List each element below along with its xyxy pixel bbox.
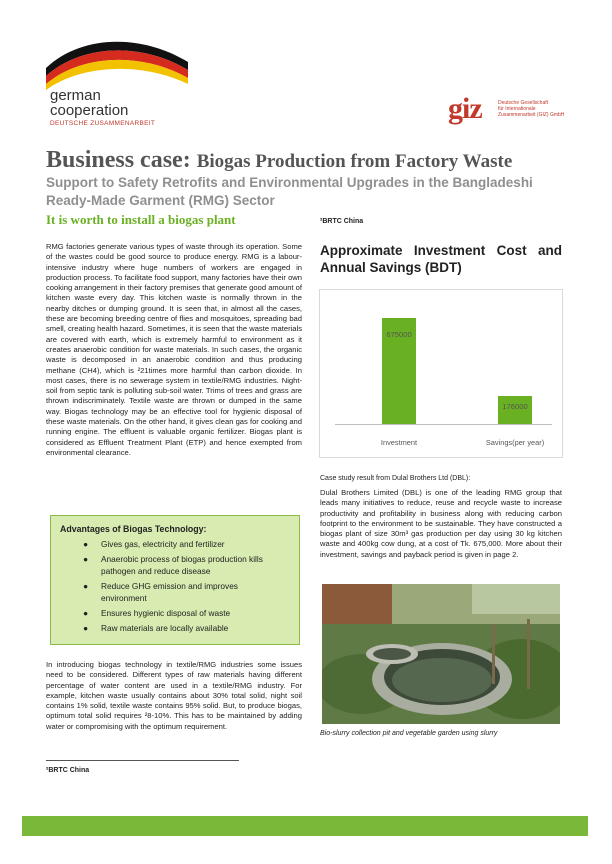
footnote-divider <box>46 760 239 761</box>
subtitle-line1: Support to Safety Retrofits and Environmental Upgrades in the Bangladeshi <box>46 175 533 190</box>
title-rest: Biogas Production from Factory Waste <box>196 151 513 172</box>
left-heading: It is worth to install a biogas plant <box>46 212 236 227</box>
bar-value-label: 176000 <box>502 402 528 411</box>
bar-chart <box>319 289 563 458</box>
list-item: ● Raw materials are locally available <box>83 623 229 633</box>
biogas-pit-photo <box>322 584 560 724</box>
x-tick-label: Savings(per year) <box>485 438 545 447</box>
german-cooperation-logo <box>42 40 192 135</box>
subtitle <box>46 174 586 210</box>
list-item: ● Gives gas, electricity and fertilizer <box>83 539 225 549</box>
chart-heading: Approximate Investment Cost and Annual Savings (BDT) <box>320 243 562 275</box>
chart-baseline <box>335 424 552 425</box>
giz-text-line1: Deutsche Gesellschaft <box>498 100 549 106</box>
giz-text-line2: für Internationale <box>498 106 536 112</box>
page-title <box>46 138 512 175</box>
list-item: ● Reduce GHG emission and improves environment <box>83 581 238 603</box>
issues-paragraph: In introducing biogas technology in textile/RMG industries some issues need to be considered. Different types of raw materials having different percentage of water content are used in a textile/RMG industry. For example, kitchen waste usually contains about 30% total solid, night soil contains 1% solid, textile waste contains 95% solid. But, to produce biogas, optimum total solid requires ²8-10%. This has to be maintained by adding water or compromising with the optimum requirement. <box>46 660 302 731</box>
case-study-text: Dulal Brothers Limited (DBL) is one of the leading RMG group that leads many initiatives to reduce, reuse and recycle waste to increase productivity and profitability in business along with reducing carbon footprint to the environment to be sustainable. They have constructed a biogas plant of size 30m³ gas production per day using 30 kg kitchen waste and 400kg cow dung, at a cost of Tk. 675,000. More about their investment, savings and payback period is given in page 2. <box>320 488 562 559</box>
logo-gc-line3: DEUTSCHE ZUSAMMENARBEIT <box>50 120 156 127</box>
advantages-heading: Advantages of Biogas Technology: <box>60 524 207 534</box>
left-footnote: ²BRTC China <box>46 767 90 774</box>
subtitle-line2: Ready-Made Garment (RMG) Sector <box>46 193 275 208</box>
title-main: Business case: <box>46 147 197 173</box>
logo-gc-line2: cooperation <box>50 102 129 119</box>
list-item: ● Ensures hygienic disposal of waste <box>83 608 231 618</box>
giz-logo <box>448 92 578 132</box>
footer-bar <box>22 816 588 836</box>
bullet-icon: ● <box>83 623 89 633</box>
x-tick-label: Investment <box>380 438 418 447</box>
logo-gc-line1: german <box>50 87 101 104</box>
advantages-box <box>50 515 300 645</box>
bar-value-label: 675000 <box>386 330 412 339</box>
giz-text-line3: Zusammenarbeit (GIZ) GmbH <box>498 112 565 118</box>
giz-wordmark: giz <box>448 92 482 125</box>
bullet-icon: ● <box>83 539 89 549</box>
bullet-icon: ● <box>83 554 89 564</box>
case-study-label: Case study result from Dulal Brothers Ltd (DBL): <box>320 475 471 482</box>
bullet-icon: ● <box>83 608 89 618</box>
right-footnote: ²BRTC China <box>320 218 364 225</box>
intro-paragraph: RMG factories generate various types of waste through its operation. Some of the wastes could be good source to produce energy. RMG is a labour-intensive industry where huge numbers of workers are engaged in production process. To facilitate food support, many factories have their own cooking arrangement in their factory premises that generate good amount of kitchen waste every day. This kitchen waste is normally thrown in the nearby ditches or dumping ground. It is seen that, in almost all the cases, these are becoming breeding centre of flies and mosquitoes, spreading bad smell, creating health hazard. Sometimes, it is seen that the waste materials are covered with earth, which is extremely harmful to environment as it creates anaerobic condition for waste materials. In such cases, the organic waste is decomposed in an anaerobic condition and thus producing methane (CH4), which is ²21times more harmful than carbon dioxide. In most cases, there is no sewerage system in textile/RMG industries. Night-soil from septic tank is polluting sub-soil water. Trims of trees and grass are thrown indiscriminately. Textile waste are thrown or dumped in the same way. Biogas technology may be an effective tool for hygienic disposal of these waste materials. On the other hand, it gives clean gas for cooking and running engine. The effluent is valuable organic fertilizer. Biogas plant is considered as Effluent Treatment Plant (ETP) and hence exempted from environmental clearance. <box>46 242 302 457</box>
list-item: ● Anaerobic process of biogas production kills pathogen and reduce disease <box>83 554 263 576</box>
german-flag-icon <box>42 40 192 90</box>
photo-caption: Bio-slurry collection pit and vegetable garden using slurry <box>320 730 498 737</box>
bullet-icon: ● <box>83 581 89 591</box>
